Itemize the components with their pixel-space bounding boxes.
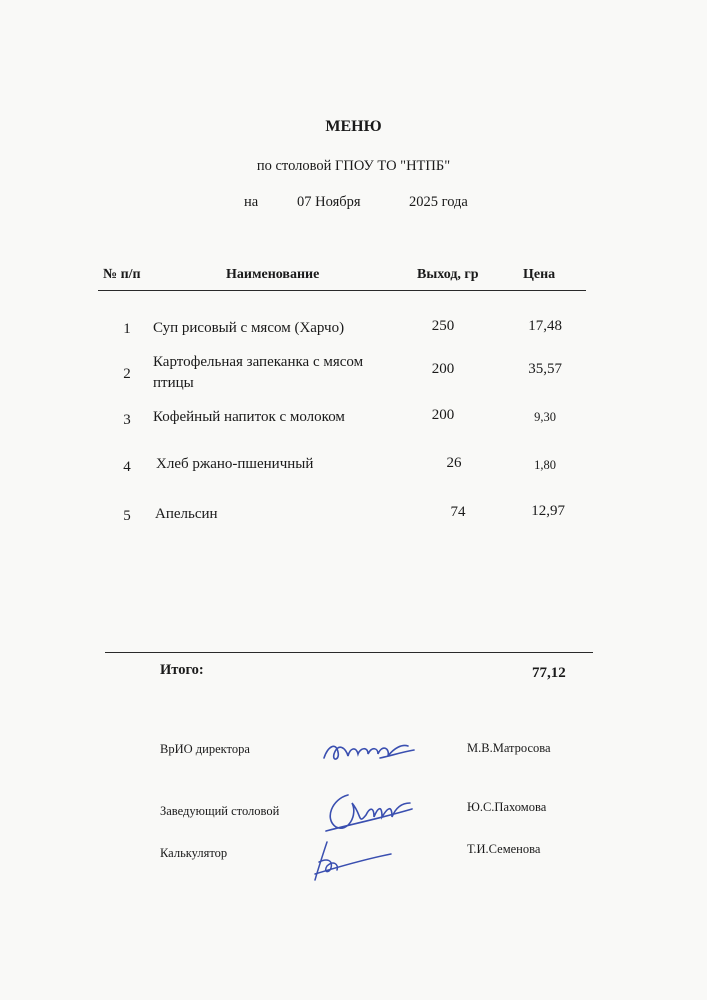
dish-price: 12,97 <box>531 503 565 519</box>
dish-yield: 26 <box>446 455 462 471</box>
date-day: 07 Ноября <box>297 194 361 210</box>
column-header-number: № п/п <box>103 267 141 282</box>
total-rule <box>105 652 593 653</box>
dish-name: Апельсин <box>155 506 218 522</box>
document-title: МЕНЮ <box>325 118 382 135</box>
row-number: 2 <box>123 366 131 382</box>
dish-name: Суп рисовый с мясом (Харчо) <box>153 320 345 336</box>
dish-price: 35,57 <box>528 361 562 377</box>
column-header-name: Наименование <box>226 267 320 282</box>
dish-price: 17,48 <box>528 318 562 334</box>
dish-name: Картофельная запеканка с мясом <box>153 354 364 370</box>
signature-name-canteen-head: Ю.С.Пахомова <box>467 800 547 814</box>
signature-role-canteen-head: Заведующий столовой <box>160 804 280 818</box>
signature-name-calculator: Т.И.Семенова <box>467 842 541 856</box>
row-number: 4 <box>123 459 131 475</box>
dish-price: 9,30 <box>534 410 556 424</box>
dish-yield: 200 <box>431 361 455 377</box>
signature-director-handwritten <box>318 728 418 770</box>
dish-name-line2: птицы <box>153 375 194 391</box>
dish-name: Хлеб ржано-пшеничный <box>156 456 314 472</box>
date-prefix: на <box>244 194 259 210</box>
signature-canteen-head-handwritten <box>318 785 418 837</box>
dish-name: Кофейный напиток с молоком <box>153 409 345 425</box>
date-year: 2025 года <box>409 194 468 210</box>
dish-yield: 250 <box>431 318 455 334</box>
row-number: 3 <box>123 412 131 428</box>
total-value: 77,12 <box>532 665 566 681</box>
dish-price: 1,80 <box>534 458 556 472</box>
signature-name-director: М.В.Матросова <box>467 741 551 755</box>
header-rule <box>98 290 586 291</box>
total-label: Итого: <box>160 662 204 678</box>
signature-calculator-handwritten <box>305 836 395 884</box>
dish-yield: 74 <box>450 504 466 520</box>
dish-yield: 200 <box>431 407 455 423</box>
column-header-yield: Выход, гр <box>417 267 479 282</box>
row-number: 5 <box>123 508 131 524</box>
row-number: 1 <box>123 321 131 337</box>
document-subtitle: по столовой ГПОУ ТО "НТПБ" <box>256 158 451 174</box>
signature-role-director: ВрИО директора <box>160 742 250 756</box>
column-header-price: Цена <box>523 267 556 282</box>
signature-role-calculator: Калькулятор <box>160 846 228 860</box>
